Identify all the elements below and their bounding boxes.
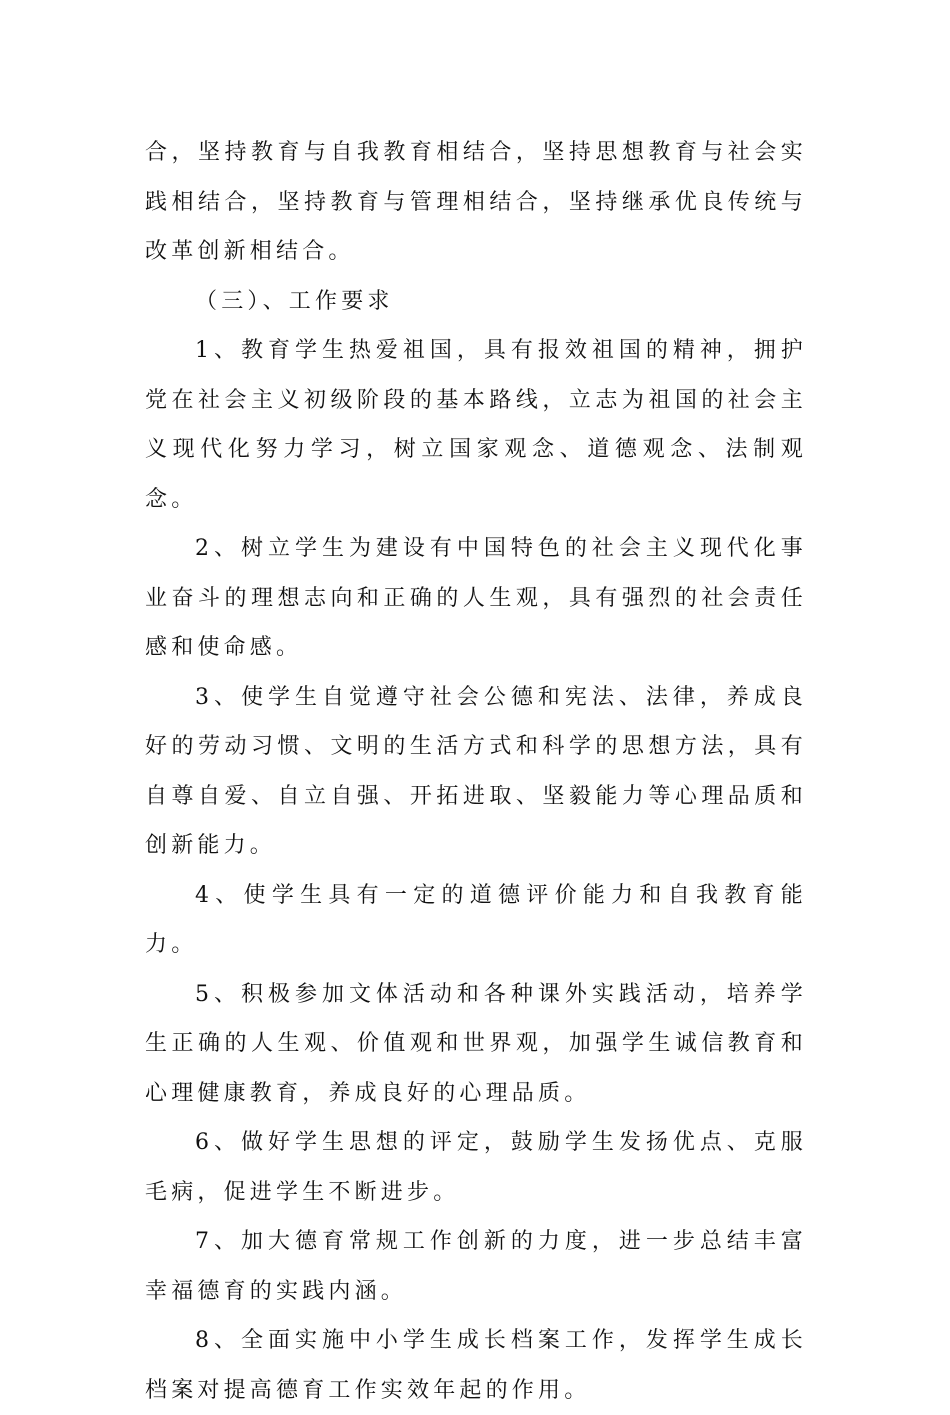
list-item-4: 4、使学生具有一定的道德评价能力和自我教育能力。 [145, 882, 807, 957]
section-heading: （三）、工作要求 [195, 288, 394, 314]
list-item-3: 3、使学生自觉遵守社会公德和宪法、法律，养成良好的劳动习惯、文明的生活方式和科学的思想方法，具有自尊自爱、自立自强、开拓进取、坚毅能力等心理品质和创新能力。 [145, 684, 807, 858]
list-item-6: 6、做好学生思想的评定，鼓励学生发扬优点、克服毛病，促进学生不断进步。 [145, 1130, 807, 1205]
paragraph-continuation: 合，坚持教育与自我教育相结合，坚持思想教育与社会实践相结合，坚持教育与管理相结合，坚持继承优良传统与改革创新相结合。 [145, 140, 807, 264]
list-item-1: 1、教育学生热爱祖国，具有报效祖国的精神，拥护党在社会主义初级阶段的基本路线，立志为祖国的社会主义现代化努力学习，树立国家观念、道德观念、法制观念。 [145, 338, 807, 512]
list-item-2: 2、树立学生为建设有中国特色的社会主义现代化事业奋斗的理想志向和正确的人生观，具有强烈的社会责任感和使命感。 [145, 536, 807, 660]
document-body [145, 128, 807, 1415]
list-item-8: 8、全面实施中小学生成长档案工作，发挥学生成长档案对提高德育工作实效年起的作用。 [145, 1328, 807, 1403]
list-item-7: 7、加大德育常规工作创新的力度，进一步总结丰富幸福德育的实践内涵。 [145, 1229, 807, 1304]
list-item-5: 5、积极参加文体活动和各种课外实践活动，培养学生正确的人生观、价值观和世界观，加强学生诚信教育和心理健康教育，养成良好的心理品质。 [145, 981, 807, 1106]
